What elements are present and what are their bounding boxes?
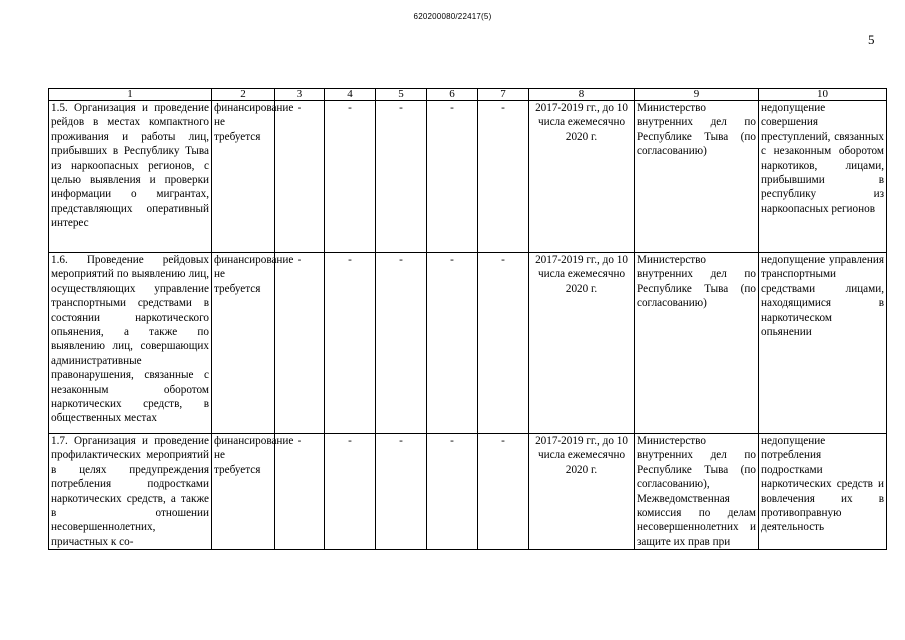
header-row [49, 89, 887, 101]
value-cell: - [376, 101, 427, 253]
value-cell: - [275, 434, 325, 550]
column-header: 5 [376, 89, 427, 101]
executor-cell: Министерство внутренних дел по Республике Тыва (по согласованию) [635, 253, 759, 434]
value-cell: - [275, 101, 325, 253]
column-header: 7 [478, 89, 529, 101]
page-number: 5 [868, 32, 875, 47]
value-cell: - [478, 101, 529, 253]
financing-cell: финансирование не требуется [212, 253, 275, 434]
deadline-cell: 2017-2019 гг., до 10 числа ежемесячно 2020 г. [529, 101, 635, 253]
value-cell: - [427, 101, 478, 253]
column-header: 9 [635, 89, 759, 101]
value-cell: - [427, 434, 478, 550]
value-cell: - [478, 434, 529, 550]
column-header: 1 [49, 89, 212, 101]
executor-cell: Министерство внутренних дел по Республике Тыва (по согласованию) [635, 101, 759, 253]
table-row [49, 101, 887, 253]
measure-cell: 1.5. Организация и проведение рейдов в местах компактного проживания и работы лиц, прибывших в Республику Тыва из наркоопасных регионов, с целью выявления и проверки информации о мигрантах, представляющих оперативный интерес [49, 101, 212, 253]
value-cell: - [427, 253, 478, 434]
result-cell: недопущение потребления подростками наркотических средств и вовлечения их в противоправную деятельность [759, 434, 887, 550]
column-header: 8 [529, 89, 635, 101]
deadline-cell: 2017-2019 гг., до 10 числа ежемесячно 2020 г. [529, 253, 635, 434]
measure-cell: 1.7. Организация и проведение профилактических мероприятий в целях предупреждения потребления подростками наркотических средств, а также в отношении несовершеннолетних, причастных к со- [49, 434, 212, 550]
value-cell: - [376, 434, 427, 550]
value-cell: - [376, 253, 427, 434]
column-header: 3 [275, 89, 325, 101]
financing-cell: финансирование не требуется [212, 434, 275, 550]
column-header: 4 [325, 89, 376, 101]
result-cell: недопущение совершения преступлений, связанных с незаконным оборотом наркотиков, лицами, прибывшими в республику из наркоопасных регионов [759, 101, 887, 253]
column-header: 2 [212, 89, 275, 101]
value-cell: - [275, 253, 325, 434]
measure-cell: 1.6. Проведение рейдовых мероприятий по выявлению лиц, осуществляющих управление транспортными средствами в состоянии наркотического опьянения, а также по выявлению лиц, совершающих административные правонарушения, связанные с незаконным оборотом наркотических средств, в общественных местах [49, 253, 212, 434]
value-cell: - [325, 101, 376, 253]
value-cell: - [325, 434, 376, 550]
document-id: 620200080/22417(5) [413, 12, 492, 21]
column-header: 10 [759, 89, 887, 101]
measures-table [48, 88, 887, 550]
table-row [49, 253, 887, 434]
result-cell: недопущение управления транспортными средствами лицами, находящимися в наркотическом опьянении [759, 253, 887, 434]
table-row [49, 434, 887, 550]
value-cell: - [478, 253, 529, 434]
financing-cell: финансирование не требуется [212, 101, 275, 253]
deadline-cell: 2017-2019 гг., до 10 числа ежемесячно 2020 г. [529, 434, 635, 550]
value-cell: - [325, 253, 376, 434]
column-header: 6 [427, 89, 478, 101]
executor-cell: Министерство внутренних дел по Республике Тыва (по согласованию), Межведомственная комиссия по делам несовершеннолетних и защите их прав при [635, 434, 759, 550]
